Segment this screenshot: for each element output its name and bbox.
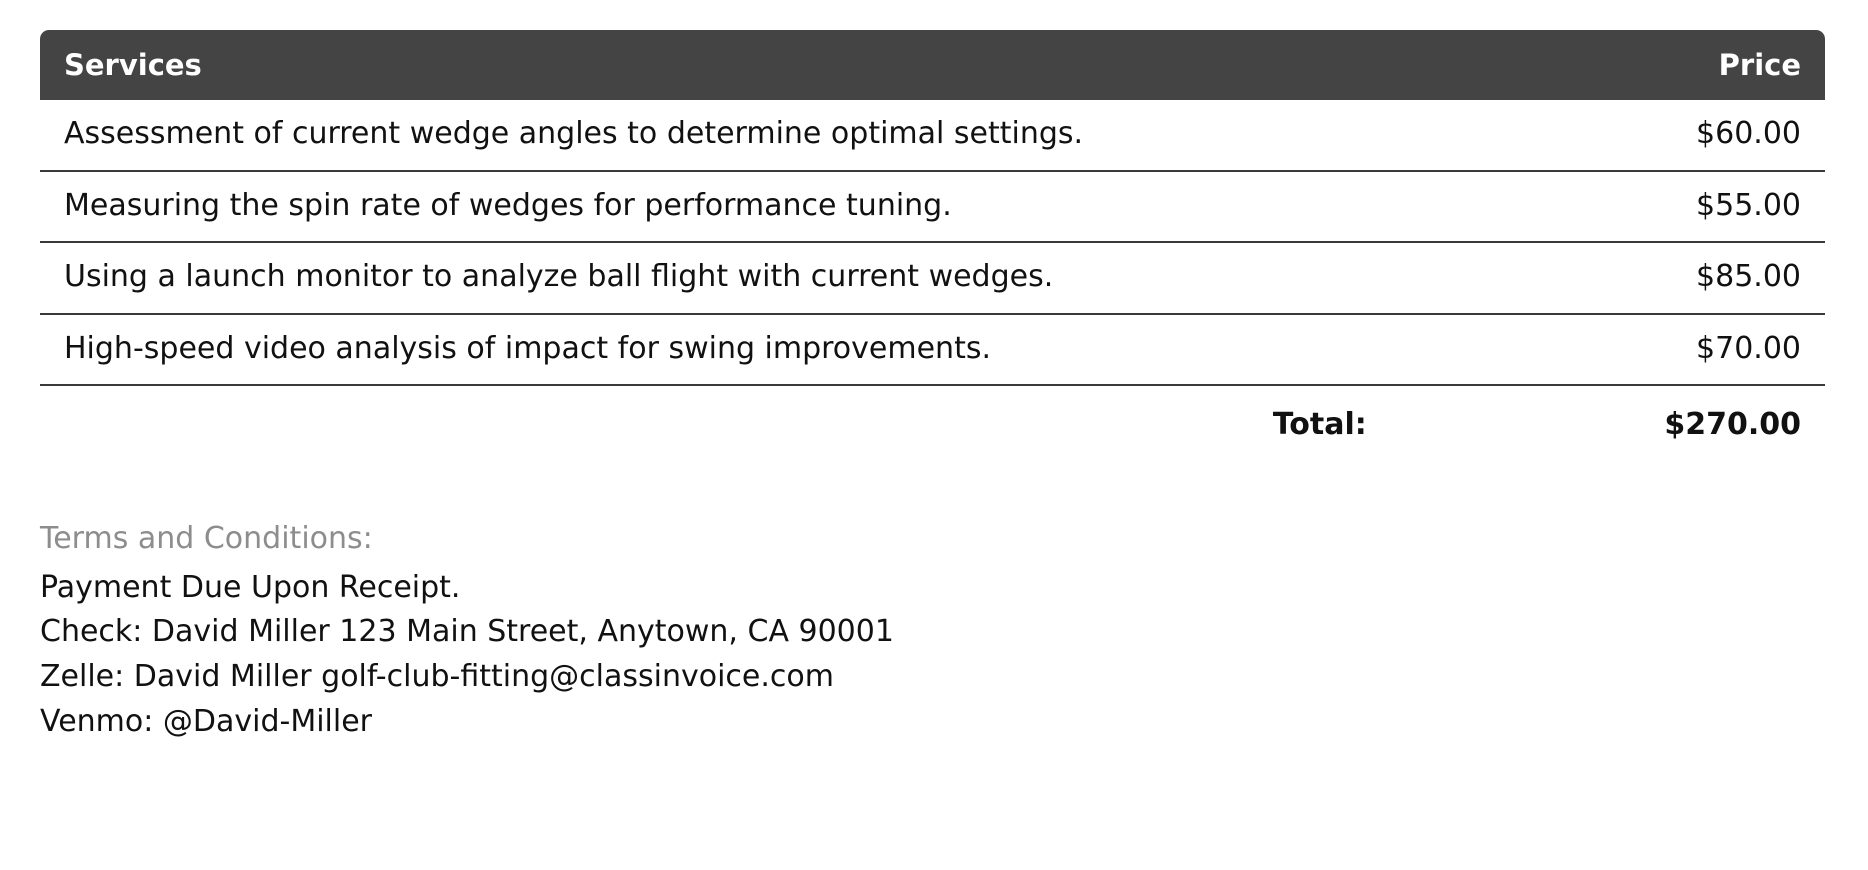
table-row <box>40 314 1825 386</box>
service-price: $70.00 <box>1407 314 1825 386</box>
service-description: Assessment of current wedge angles to determine optimal settings. <box>40 100 1407 171</box>
terms-and-conditions-section <box>40 521 1828 745</box>
service-price: $85.00 <box>1407 242 1825 314</box>
service-description: High-speed video analysis of impact for swing improvements. <box>40 314 1407 386</box>
total-row <box>40 385 1825 461</box>
service-description: Measuring the spin rate of wedges for performance tuning. <box>40 171 1407 243</box>
terms-line: Payment Due Upon Receipt. <box>40 569 461 605</box>
services-table-body <box>40 100 1825 461</box>
total-label: Total: <box>1272 407 1367 442</box>
column-header-services: Services <box>40 30 1407 100</box>
terms-title: Terms and Conditions: <box>40 520 373 556</box>
services-table <box>40 30 1825 461</box>
service-price: $55.00 <box>1407 171 1825 243</box>
table-row <box>40 171 1825 243</box>
table-row <box>40 100 1825 171</box>
table-header-row <box>40 30 1825 100</box>
terms-line: Zelle: David Miller golf-club-fitting@classinvoice.com <box>40 658 834 694</box>
table-row <box>40 242 1825 314</box>
services-table-head <box>40 30 1825 100</box>
terms-line: Venmo: @David-Miller <box>40 703 373 739</box>
column-header-price: Price <box>1407 30 1825 100</box>
service-description: Using a launch monitor to analyze ball flight with current wedges. <box>40 242 1407 314</box>
terms-line: Check: David Miller 123 Main Street, Anytown, CA 90001 <box>40 614 894 650</box>
total-value: $270.00 <box>1664 407 1801 442</box>
service-price: $60.00 <box>1407 100 1825 171</box>
